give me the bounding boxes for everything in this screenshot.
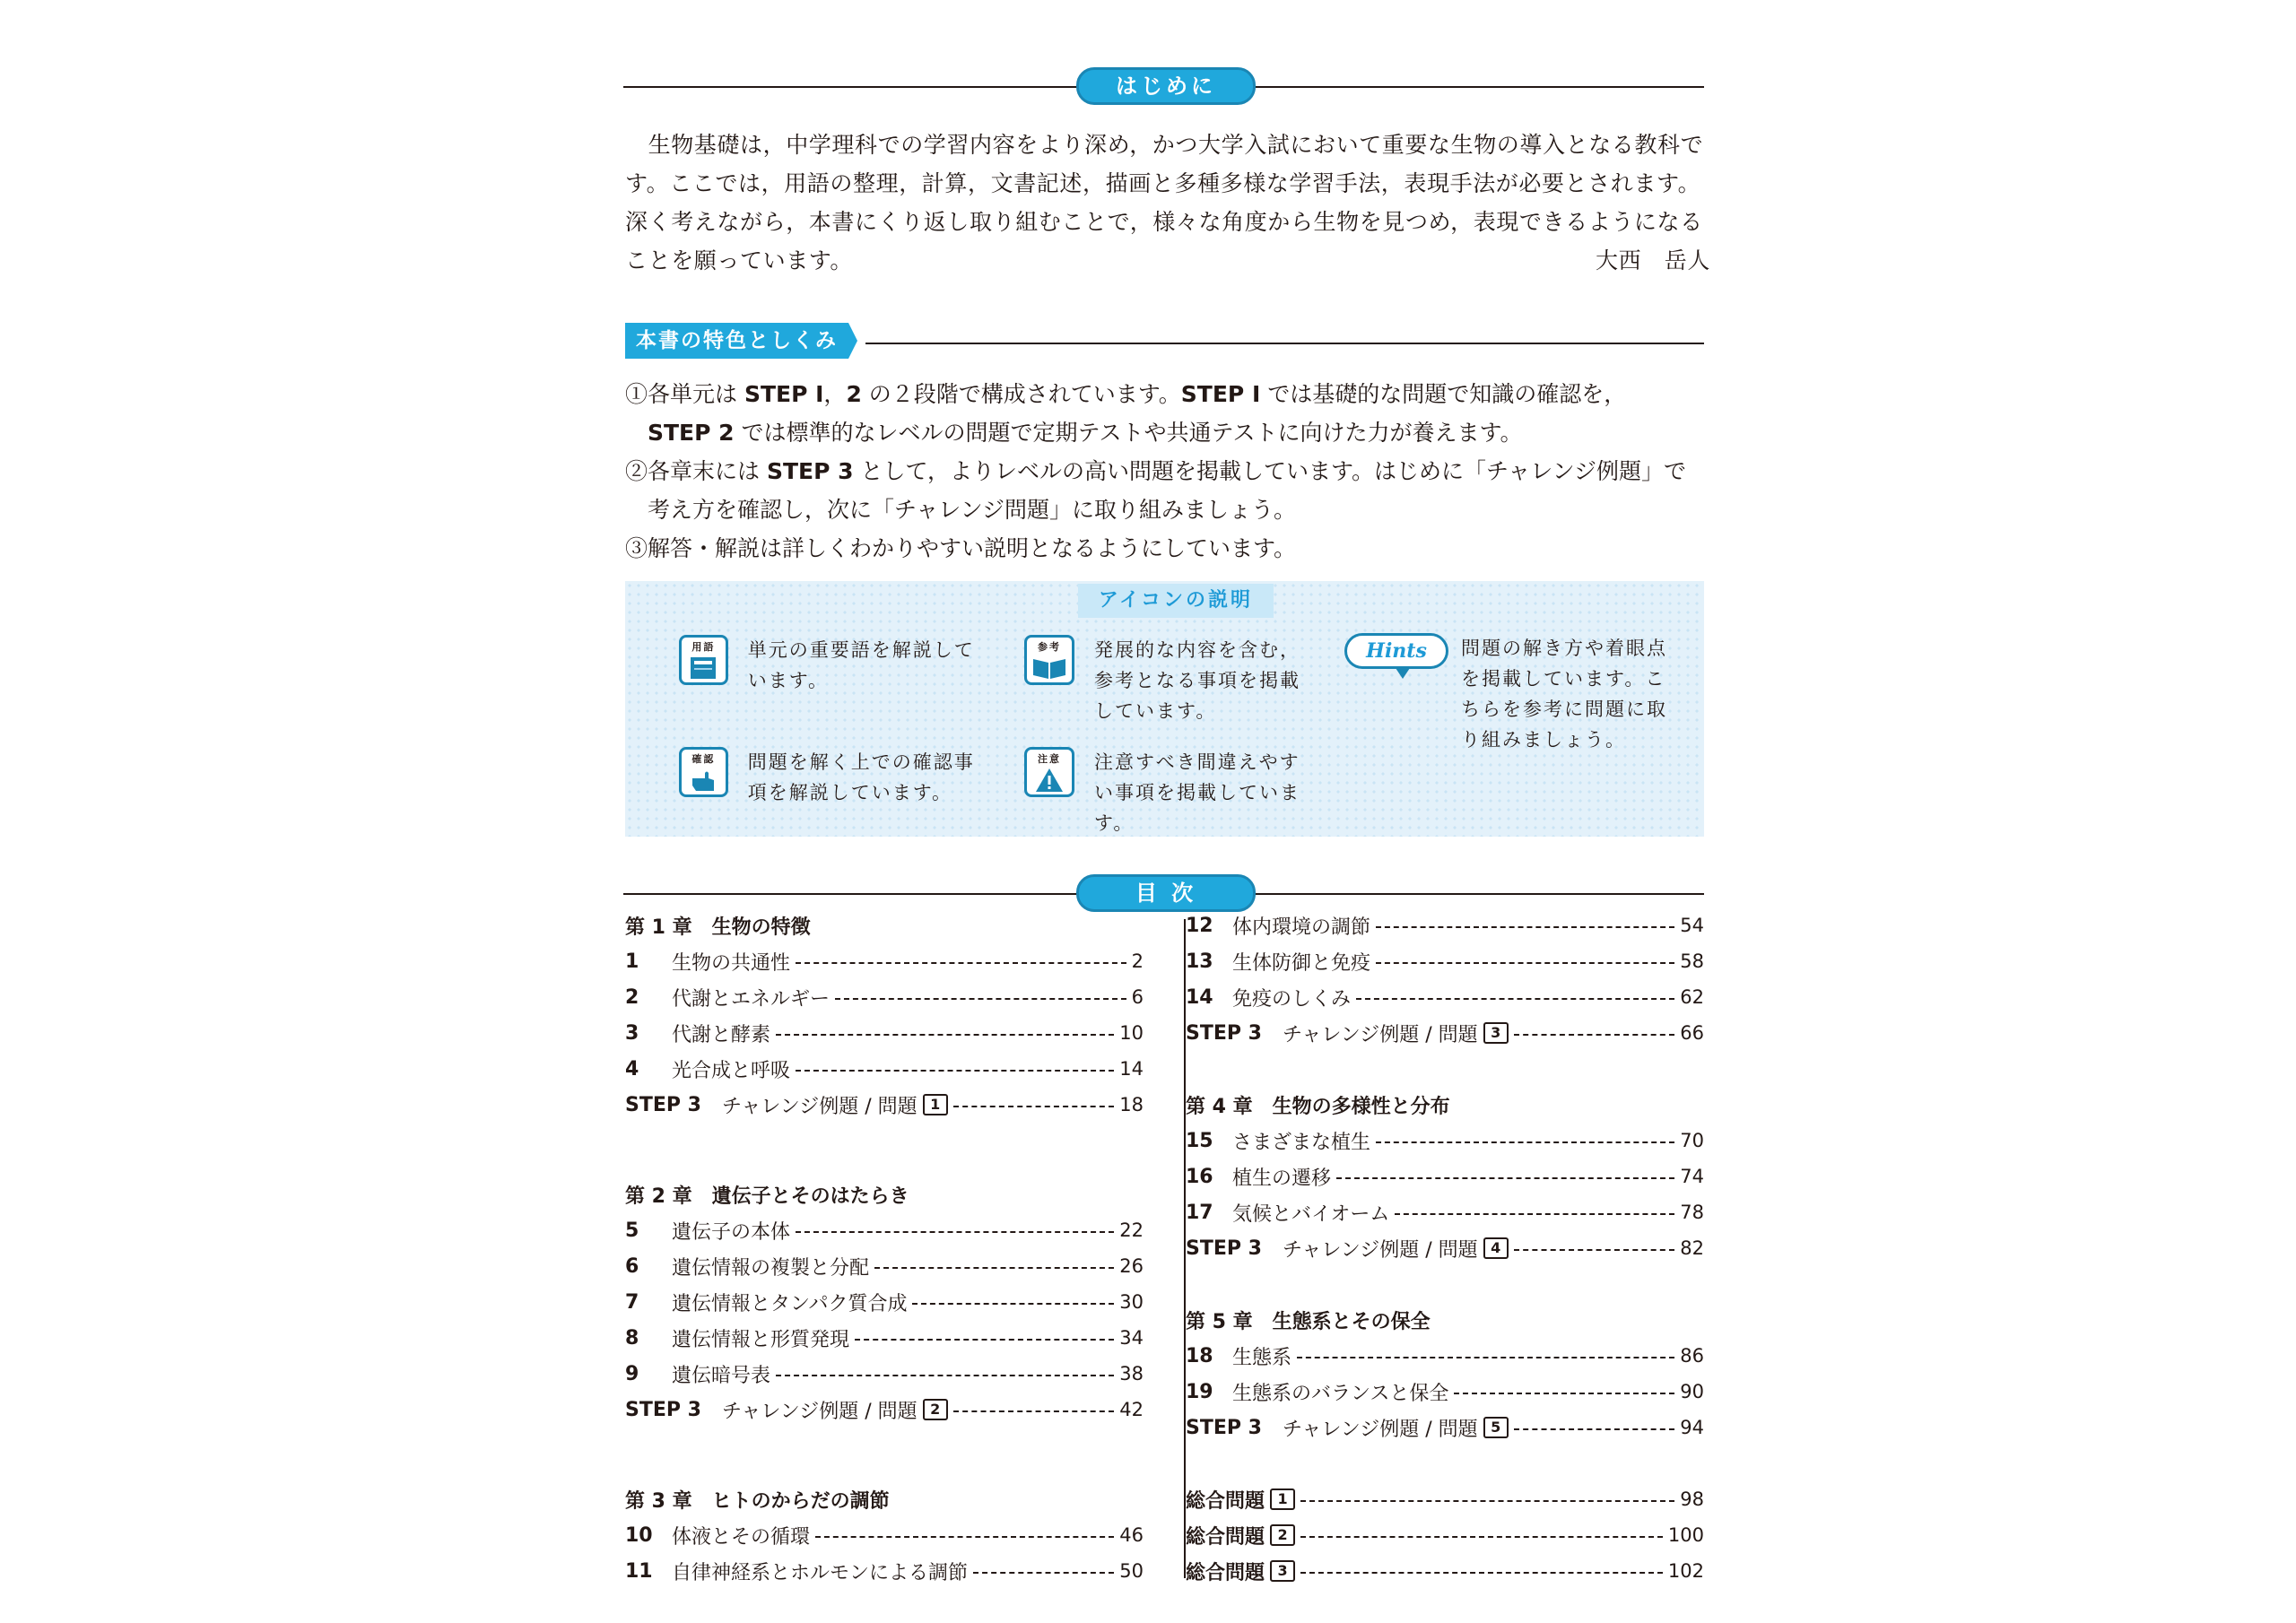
feature-text: ③解答・解説は詳しくわかりやすい説明となるようにしています。 <box>625 535 1297 561</box>
toc-page-number: 42 <box>1119 1399 1144 1420</box>
toc-step-label: STEP 3 <box>1186 1021 1262 1045</box>
features-heading-rule <box>865 343 1704 344</box>
icon-legend-item-chuui <box>1024 747 1320 838</box>
toc-entry-title: チャレンジ例題 / 問題 <box>1283 1023 1478 1046</box>
feature-step-label: STEP Ⅰ <box>1180 381 1261 407</box>
book-stack-icon <box>679 635 728 685</box>
icon-badge-label: 確認 <box>691 753 716 765</box>
feature-step-label: STEP Ⅰ <box>744 381 824 407</box>
feature-text: ， <box>823 381 847 407</box>
toc-entry[interactable] <box>1186 979 1704 1015</box>
toc-leader-dots <box>1376 962 1674 964</box>
toc-leader-dots <box>796 1070 1114 1072</box>
toc-leader-dots <box>874 1267 1114 1269</box>
toc-entry[interactable] <box>625 1553 1144 1589</box>
toc-chapter-heading[interactable] <box>625 1481 1144 1517</box>
feature-item-1-cont <box>625 413 1710 452</box>
feature-text: ②各章末には <box>625 458 767 484</box>
speech-bubble-icon: Hints <box>1344 633 1448 669</box>
toc-general-entry[interactable] <box>1186 1553 1704 1589</box>
feature-item-2 <box>625 452 1710 490</box>
icon-legend-title: アイコンの説明 <box>1078 584 1274 618</box>
toc-entry[interactable] <box>625 1051 1144 1087</box>
toc-page-number: 82 <box>1680 1237 1704 1259</box>
features-list <box>625 375 1710 568</box>
toc-entry[interactable] <box>1186 1374 1704 1410</box>
toc-boxed-number: 5 <box>1483 1417 1509 1438</box>
toc-step-label: STEP 3 <box>1186 1237 1262 1260</box>
toc-entry-title: チャレンジ例題 / 問題 <box>1283 1238 1478 1262</box>
toc-entry[interactable] <box>625 1248 1144 1284</box>
toc-entry-title: 総合問題 <box>1186 1525 1265 1549</box>
toc-leader-dots <box>1395 1213 1674 1215</box>
toc-entry-title: 遺伝子の本体 <box>672 1220 791 1244</box>
icon-legend-desc: 発展的な内容を含む，参考となる事項を掲載しています。 <box>1094 639 1300 722</box>
toc-chapter-title: 第 5 章 生態系とその保全 <box>1186 1310 1431 1333</box>
toc-step-entry[interactable] <box>1186 1015 1704 1051</box>
feature-text: として，よりレベルの高い問題を掲載しています。はじめに「チャレンジ例題」で <box>853 458 1686 484</box>
icon-badge-label: 参考 <box>1038 641 1061 653</box>
toc-chapter-title: 第 1 章 生物の特徴 <box>625 916 811 939</box>
toc-page-number: 58 <box>1680 950 1704 972</box>
toc-page-number: 34 <box>1119 1327 1144 1349</box>
toc-entry[interactable] <box>625 1212 1144 1248</box>
toc-leader-dots <box>1300 1572 1663 1574</box>
toc-entry-title: 総合問題 <box>1186 1489 1265 1513</box>
toc-step-entry[interactable] <box>1186 1230 1704 1266</box>
toc-entry-title: 免疫のしくみ <box>1232 987 1352 1011</box>
toc-step-label: STEP 3 <box>625 1093 701 1116</box>
toc-entry-title: 代謝と酵素 <box>672 1023 771 1046</box>
toc-leader-dots <box>776 1375 1114 1376</box>
toc-leader-dots <box>1376 1141 1674 1143</box>
intro-paragraph-block <box>625 126 1710 280</box>
toc-page-number: 22 <box>1119 1219 1144 1241</box>
pointing-hand-icon <box>679 747 728 797</box>
toc-general-entry[interactable] <box>1186 1481 1704 1517</box>
toc-boxed-number: 3 <box>1270 1560 1295 1582</box>
toc-page-number: 38 <box>1119 1363 1144 1384</box>
toc-entry[interactable] <box>625 943 1144 979</box>
icon-legend-desc: 問題を解く上での確認事項を解説しています。 <box>747 751 975 803</box>
features-heading: 本書の特色としくみ <box>625 323 848 359</box>
feature-text: ①各単元は <box>625 381 744 407</box>
toc-entry-number: 14 <box>1186 985 1213 1009</box>
toc-chapter-heading[interactable] <box>1186 1087 1704 1123</box>
icon-legend-item-kakunin <box>679 747 975 808</box>
toc-leader-dots <box>1514 1249 1675 1251</box>
toc-entry-number: 12 <box>1186 914 1213 937</box>
toc-entry-number: 15 <box>1186 1129 1213 1152</box>
toc-leader-dots <box>815 1536 1114 1538</box>
toc-step-entry[interactable] <box>1186 1410 1704 1445</box>
toc-page-number: 26 <box>1119 1255 1144 1277</box>
toc-entry-title: 生物の共通性 <box>672 951 791 975</box>
toc-entry[interactable] <box>1186 943 1704 979</box>
toc-page-number: 100 <box>1667 1524 1704 1546</box>
toc-entry-title: チャレンジ例題 / 問題 <box>722 1400 918 1423</box>
toc-entry-title: 気候とバイオーム <box>1232 1202 1390 1226</box>
toc-entry-number: 19 <box>1186 1380 1213 1403</box>
toc-entry[interactable] <box>1186 1123 1704 1159</box>
feature-text: では標準的なレベルの問題で定期テストや共通テストに向けた力が養えます。 <box>734 420 1523 446</box>
toc-entry[interactable] <box>625 1015 1144 1051</box>
toc-entry-number: 1 <box>625 950 639 973</box>
toc-heading <box>623 874 1704 910</box>
toc-leader-dots <box>1300 1536 1663 1538</box>
toc-chapter-heading[interactable] <box>625 1176 1144 1212</box>
toc-leader-dots <box>796 1231 1114 1233</box>
icon-legend-desc: 注意すべき間違えやすい事項を掲載しています。 <box>1094 751 1300 834</box>
toc-page-number: 18 <box>1119 1094 1144 1115</box>
toc-entry-number: 4 <box>625 1057 639 1081</box>
feature-step-label: 2 <box>846 381 862 407</box>
toc-page-number: 30 <box>1119 1291 1144 1313</box>
toc-entry-number: 17 <box>1186 1201 1213 1224</box>
toc-leader-dots <box>1297 1357 1674 1358</box>
toc-entry[interactable] <box>625 1356 1144 1392</box>
toc-page-number: 6 <box>1131 986 1144 1008</box>
toc-chapter-heading[interactable] <box>1186 1302 1704 1338</box>
toc-page-number: 54 <box>1680 915 1704 936</box>
toc-page-number: 14 <box>1119 1058 1144 1080</box>
icon-legend-item-hints <box>1344 633 1703 755</box>
toc-page-number: 94 <box>1680 1417 1704 1438</box>
intro-author: 大西 岳人 <box>1595 247 1710 273</box>
toc-chapter-title: 第 3 章 ヒトのからだの調節 <box>625 1489 890 1513</box>
toc-step-label: STEP 3 <box>625 1398 701 1421</box>
toc-leader-dots <box>1300 1500 1674 1502</box>
toc-entry-number: 6 <box>625 1254 639 1278</box>
feature-step-label: STEP 2 <box>648 420 735 446</box>
toc-entry[interactable] <box>1186 1159 1704 1194</box>
toc-entry-title: 総合問題 <box>1186 1561 1265 1584</box>
toc-entry-number: 5 <box>625 1219 639 1242</box>
icon-legend-item-yougo <box>679 635 975 696</box>
toc-page-number: 98 <box>1680 1488 1704 1510</box>
icon-legend-desc: 問題の解き方や着眼点を掲載しています。こちらを参考に問題に取り組みましょう。 <box>1461 638 1667 751</box>
toc-leader-dots <box>1356 998 1674 1000</box>
toc-entry[interactable] <box>625 1284 1144 1320</box>
intro-paragraph: 生物基礎は，中学理科での学習内容をより深め，かつ大学入試において重要な生物の導入となる教科です。ここでは，用語の整理，計算，文書記述，描画と多種多様な学習手法，表現手法が必要とされます。深く考えながら，本書にくり返し取り組むことで，様々な角度から生物を見つめ，表現できるようになることを願っています。 <box>625 132 1704 273</box>
toc-page-number: 74 <box>1680 1166 1704 1187</box>
toc-entry-title: チャレンジ例題 / 問題 <box>1283 1418 1478 1441</box>
toc-entry-number: 9 <box>625 1362 639 1385</box>
toc-leader-dots <box>1514 1428 1675 1430</box>
icon-badge-label: 注意 <box>1038 753 1061 765</box>
toc-entry[interactable] <box>1186 1194 1704 1230</box>
toc-leader-dots <box>973 1572 1114 1574</box>
toc-boxed-number: 3 <box>1483 1022 1509 1044</box>
toc-step-entry[interactable] <box>625 1392 1144 1428</box>
feature-text: 考え方を確認し，次に「チャレンジ問題」に取り組みましょう。 <box>648 497 1297 523</box>
toc-page-number: 46 <box>1119 1524 1144 1546</box>
feature-item-3 <box>625 529 1710 568</box>
toc-step-entry[interactable] <box>625 1087 1144 1123</box>
toc-boxed-number: 1 <box>923 1094 948 1115</box>
toc-entry-number: 16 <box>1186 1165 1213 1188</box>
toc-page-number: 78 <box>1680 1202 1704 1223</box>
icon-legend-item-sankou <box>1024 635 1320 726</box>
toc-entry-title: 体液とその循環 <box>672 1525 811 1549</box>
toc-entry-title: 体内環境の調節 <box>1232 916 1371 939</box>
feature-item-1 <box>625 375 1710 413</box>
toc-entry-title: 遺伝情報の複製と分配 <box>672 1256 870 1280</box>
toc-entry-title: 生態系のバランスと保全 <box>1232 1382 1449 1405</box>
toc-entry-number: 13 <box>1186 950 1213 973</box>
toc-entry-title: チャレンジ例題 / 問題 <box>722 1095 918 1118</box>
toc-page-number: 102 <box>1667 1560 1704 1582</box>
toc-entry-title: さまざまな植生 <box>1232 1131 1371 1154</box>
toc-entry-number: 11 <box>625 1559 653 1583</box>
toc-chapter-title: 第 4 章 生物の多様性と分布 <box>1186 1095 1450 1118</box>
toc-entry-number: 2 <box>625 985 639 1009</box>
icon-badge-label: 用語 <box>691 641 716 653</box>
toc-chapter-title: 第 2 章 遺伝子とそのはたらき <box>625 1185 909 1208</box>
toc-page-number: 70 <box>1680 1130 1704 1151</box>
toc-entry-number: 8 <box>625 1326 639 1350</box>
toc-entry[interactable] <box>625 979 1144 1015</box>
toc-entry-title: 自律神経系とホルモンによる調節 <box>672 1561 969 1584</box>
icon-legend-box <box>625 581 1704 837</box>
toc-leader-dots <box>1514 1034 1675 1036</box>
warning-icon <box>1024 747 1074 797</box>
toc-boxed-number: 4 <box>1483 1237 1509 1259</box>
toc-entry-title: 遺伝情報とタンパク質合成 <box>672 1292 908 1315</box>
toc-entry-number: 7 <box>625 1290 639 1314</box>
feature-step-label: STEP 3 <box>766 458 854 484</box>
toc-leader-dots <box>855 1339 1114 1341</box>
feature-text: の２段階で構成されています。 <box>861 381 1181 407</box>
toc-entry-number: 10 <box>625 1523 653 1547</box>
toc-entry-number: 3 <box>625 1021 639 1045</box>
toc-entry[interactable] <box>1186 907 1704 943</box>
feature-item-2-cont <box>625 490 1710 529</box>
icon-legend-desc: 単元の重要語を解説しています。 <box>747 639 975 691</box>
open-book-icon <box>1024 635 1074 685</box>
toc-boxed-number: 1 <box>1270 1488 1295 1510</box>
toc-entry-title: 植生の遷移 <box>1232 1167 1332 1190</box>
toc-boxed-number: 2 <box>1270 1524 1295 1546</box>
toc-entry[interactable] <box>625 1320 1144 1356</box>
intro-heading-pill: はじめに <box>1076 67 1256 105</box>
toc-entry[interactable] <box>625 1517 1144 1553</box>
toc-leader-dots <box>1376 926 1674 928</box>
toc-leader-dots <box>953 1106 1115 1107</box>
toc-entry-title: 遺伝情報と形質発現 <box>672 1328 850 1351</box>
toc-page-number: 90 <box>1680 1381 1704 1402</box>
toc-leader-dots <box>796 962 1126 964</box>
toc-entry-title: 生態系 <box>1232 1346 1292 1369</box>
feature-text: では基礎的な問題で知識の確認を， <box>1260 381 1627 407</box>
toc-step-label: STEP 3 <box>1186 1416 1262 1439</box>
toc-page-number: 66 <box>1680 1022 1704 1044</box>
toc-general-entry[interactable] <box>1186 1517 1704 1553</box>
toc-leader-dots <box>1454 1393 1674 1394</box>
toc-page-number: 2 <box>1131 950 1144 972</box>
toc-page-number: 62 <box>1680 986 1704 1008</box>
toc-leader-dots <box>953 1410 1115 1412</box>
toc-boxed-number: 2 <box>923 1399 948 1420</box>
toc-entry[interactable] <box>1186 1338 1704 1374</box>
toc-page-number: 50 <box>1119 1560 1144 1582</box>
toc-leader-dots <box>912 1303 1114 1305</box>
toc-leader-dots <box>835 998 1126 1000</box>
toc-leader-dots <box>776 1034 1114 1036</box>
toc-entry-title: 代謝とエネルギー <box>672 987 831 1011</box>
intro-heading <box>623 67 1704 103</box>
toc-entry-number: 18 <box>1186 1344 1213 1367</box>
toc-heading-pill: 目 次 <box>1076 874 1256 912</box>
toc-page-number: 86 <box>1680 1345 1704 1367</box>
toc-entry-title: 光合成と呼吸 <box>672 1059 791 1082</box>
toc-page-number: 10 <box>1119 1022 1144 1044</box>
toc-entry-title: 生体防御と免疫 <box>1232 951 1371 975</box>
toc-entry-title: 遺伝暗号表 <box>672 1364 771 1387</box>
toc-leader-dots <box>1336 1177 1674 1179</box>
toc-chapter-heading[interactable] <box>625 907 1144 943</box>
